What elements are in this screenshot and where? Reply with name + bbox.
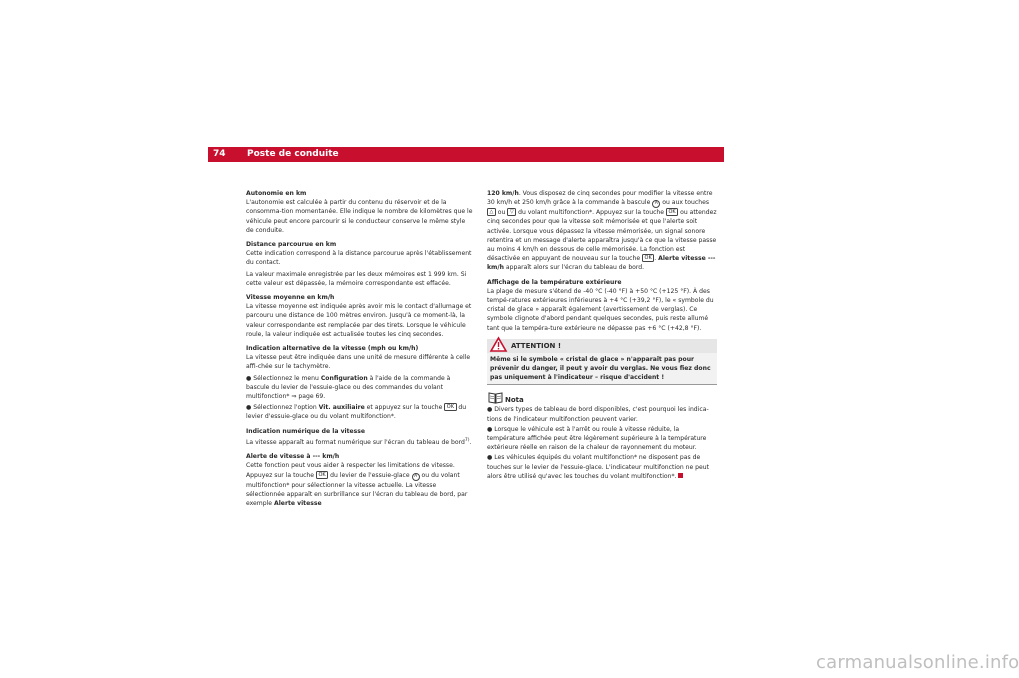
- bullet-dot-icon: ●: [487, 406, 495, 414]
- watermark: carmanualsonline.info: [816, 652, 1019, 673]
- ok-key-icon: OK: [444, 403, 456, 411]
- nota-item-1: ● Divers types de tableau de bord disponibles, c'est pourquoi les indica-tions de l'indicateur multifonction peuvent varier.: [487, 406, 709, 423]
- para-indication-alternative: La vitesse peut être indiquée dans une unité de mesure différente à celle affi-chée sur le tachymètre.: [246, 354, 471, 371]
- page-title: Poste de conduite: [247, 149, 339, 159]
- para-temperature: La plage de mesure s'étend de -40 °C (-40 °F) à +50 °C (+125 °F). À des tempé-ratures extérieures inférieures à +4 °C (+39,2 °F), le « symbole du cristal de glace » apparaît également (avertissement de verglas). Ce symbole clignote d'abord pendant quelques secondes, puis reste allumé tant que la tempéra-ture extérieure ne dépasse pas +6 °C (+42,8 °F).: [487, 287, 714, 332]
- nota-item-3: ● Les véhicules équipés du volant multifonction* ne disposent pas de touches sur le levier de l'essuie-glace. L'indicateur multifonction ne peut alors être utilisé qu'avec les touches du volant multifonction*.: [487, 454, 710, 480]
- note-book-icon: [488, 391, 503, 404]
- a-key-icon: A: [652, 200, 660, 208]
- warning-header: [487, 339, 717, 353]
- end-of-section-icon: [678, 473, 683, 478]
- heading-distance: Distance parcourue en km: [246, 241, 337, 249]
- heading-autonomie: Autonomie en km: [246, 190, 307, 197]
- page-number: 74: [213, 149, 226, 159]
- warning-title: ATTENTION !: [511, 341, 562, 350]
- up-key-icon: △: [487, 208, 496, 216]
- heading-vitesse-moyenne: Vitesse moyenne en km/h: [246, 294, 335, 302]
- bullet-dot-icon: ●: [246, 404, 254, 412]
- bullet-vit-auxiliaire: ● Sélectionnez l'option Vit. auxiliaire et appuyez sur la touche OK du levier d'essuie-glace ou du volant multifonction*.: [246, 404, 467, 421]
- para-autonomie: L'autonomie est calculée à partir du contenu du réservoir et de la consomma-tion momentanée. Elle indique le nombre de kilomètres que le véhicule peut encore parcourir si le conducteur conserve le même style de conduite.: [246, 199, 473, 234]
- nota-title: Nota: [505, 396, 524, 405]
- bullet-configuration: ● Sélectionnez le menu Configuration à l'aide de la commande à bascule du levier de l'essuie-glace ou des commandes du volant multifonction* ⇒ page 69.: [246, 374, 451, 401]
- para-distance-1: Cette indication correspond à la distance parcourue après l'établissement du contact.: [246, 250, 472, 267]
- bullet-dot-icon: ●: [246, 374, 254, 382]
- right-column: 120 km/h. Vous disposez de cinq secondes pour modifier la vitesse entre 30 km/h et 250 km/h grâce à la commande à bascule A ou aux touches △ ou ▽ du volant multifonction*. Appuyez sur la touche OK ou attendez cinq secondes pour que la vitesse soit mémorisée et que l'alerte soit activée. Lorsque vous dépassez la vitesse mémorisée, un signal sonore retentira et un message d'alerte apparaîtra jusqu'à ce que la vitesse passe au moins 4 km/h en dessous de celle mémorisée. La fonction est désactivée en appuyant de nouveau sur la touche OK . Alerte vitesse --- km/h apparaît alors sur l'écran du tableau de bord. Affichage de la température extérieure La plage de mesure s'étend de -40 °C (-40 °F) à +50 °C (+125 °F). À des tempé-ratures extérieures inférieures à +4 °C (+39,2 °F), le « symbole du cristal de glace » apparaît également (avertissement de verglas). Ce symbole clignote d'abord pendant quelques secondes, puis reste allumé tant que la tempéra-ture extérieure ne dépasse pas +6 °C (+42,8 °F). ATTENTION ! Même si le symbole « cristal de glace » n'apparaît pas pour prévenir du danger, il peut y avoir du verglas. Ne vous fiez donc pas uniquement à l'indicateur – risque d'accident ! Nota ● Divers types de tableau de bord disponibles, c'est pourquoi les indica-tions de l'indicateur multifonction peuvent varier. ● Lorsque le véhicule est à l'arrêt ou roule à vitesse réduite, la température affichée peut être légèrement supérieure à la température extérieure réelle en raison de la chaleur de rayonnement du moteur. ● Les véhicules équipés du volant multifonction* ne disposent pas de touches sur le levier de l'essuie-glace. L'indicateur multifonction ne peut alors être utilisé qu'avec les touches du volant multifonction*.: [487, 190, 717, 480]
- bullet-dot-icon: ●: [487, 454, 495, 462]
- heading-indication-alternative: Indication alternative de la vitesse (mph ou km/h): [246, 345, 419, 353]
- down-key-icon: ▽: [507, 208, 516, 216]
- a-key-icon: A: [412, 473, 420, 481]
- warning-text: Même si le symbole « cristal de glace » n'apparaît pas pour prévenir du danger, il peut y avoir du verglas. Ne vous fiez donc pas uniquement à l'indicateur – risque d'accident !: [487, 353, 717, 386]
- warning-box: [487, 339, 717, 386]
- nota-item-2: ● Lorsque le véhicule est à l'arrêt ou roule à vitesse réduite, la température affichée peut être légèrement supérieure à la température extérieure réelle en raison de la chaleur de rayonnement du moteur.: [487, 425, 707, 452]
- para-vitesse-moyenne: La vitesse moyenne est indiquée après avoir mis le contact d'allumage et parcouru une distance de 100 mètres environ. Jusqu'à ce moment-là, la valeur correspondante est remplacée par des tirets. Lorsque le véhicule roule, la valeur indiquée est actualisée toutes les cinq secondes.: [246, 303, 472, 338]
- warning-triangle-icon: [490, 337, 507, 352]
- heading-alerte-vitesse: Alerte de vitesse à --- km/h: [246, 453, 340, 461]
- nota-header: [487, 391, 717, 405]
- ok-key-icon: OK: [666, 208, 678, 216]
- left-column: Autonomie en km L'autonomie est calculée à partir du contenu du réservoir et de la consomma-tion momentanée. Elle indique le nombre de kilomètres que le véhicule peut encore parcourir si le conducteur conserve le même style de conduite. Distance parcourue en km Cette indication correspond à la distance parcourue après l'établissement du contact. La valeur maximale enregistrée par les deux mémoires est 1 999 km. Si cette valeur est dépassée, la mémoire correspondante est effacée. Vitesse moyenne en km/h La vitesse moyenne est indiquée après avoir mis le contact d'allumage et parcouru une distance de 100 mètres environ. Jusqu'à ce moment-là, la valeur correspondante est remplacée par des tirets. Lorsque le véhicule roule, la valeur indiquée est actualisée toutes les cinq secondes. Indication alternative de la vitesse (mph ou km/h) La vitesse peut être indiquée dans une unité de mesure différente à celle affi-chée sur le tachymètre. ● Sélectionnez le menu Configuration à l'aide de la commande à bascule du levier de l'essuie-glace ou des commandes du volant multifonction* ⇒ page 69. ● Sélectionnez l'option Vit. auxiliaire et appuyez sur la touche OK du levier d'essuie-glace ou du volant multifonction*. Indication numérique de la vitesse La vitesse apparaît au format numérique sur l'écran du tableau de bord$^{7)}$. Alerte de vitesse à --- km/h Cette fonction peut vous aider à respecter les limitations de vitesse. Appuyez sur la touche OK du levier de l'essuie-glace A ou du volant multifonction* pour sélectionner la vitesse actuelle. La vitesse sélectionnée apparaît en surbrillance sur l'écran du tableau de bord, par exemple Alerte vitesse: [246, 190, 473, 507]
- bullet-dot-icon: ●: [487, 425, 495, 433]
- para-indication-numerique: La vitesse apparaît au format numérique sur l'écran du tableau de bord: [246, 438, 465, 446]
- heading-indication-numerique: Indication numérique de la vitesse: [246, 427, 366, 435]
- ok-key-icon: OK: [316, 471, 328, 479]
- ok-key-icon: OK: [642, 254, 654, 262]
- footnote-ref: 7): [464, 437, 470, 443]
- para-distance-2: La valeur maximale enregistrée par les deux mémoires est 1 999 km. Si cette valeur est dépassée, la mémoire correspondante est effacée.: [246, 270, 467, 287]
- heading-temperature: Affichage de la température extérieure: [487, 278, 622, 286]
